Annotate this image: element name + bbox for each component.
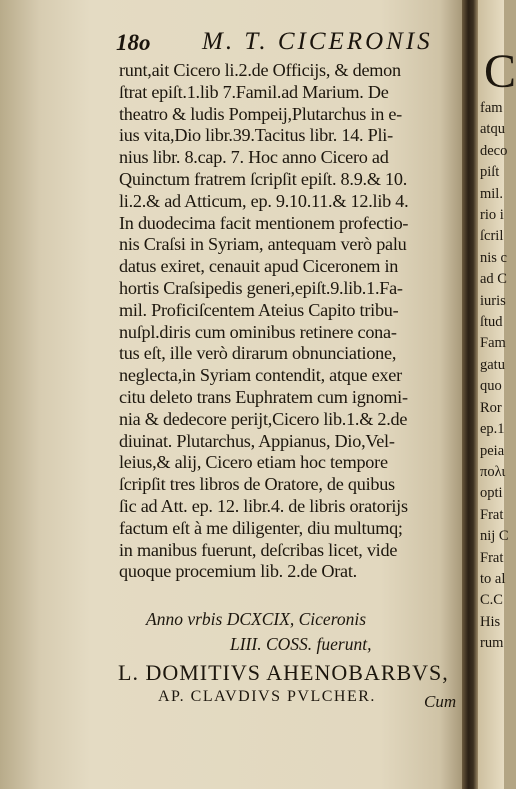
facing-initial: C [484, 45, 516, 98]
facing-text-line: C.C [480, 592, 503, 609]
facing-text-line: rio i [480, 207, 504, 224]
catchword: Cum [424, 692, 457, 711]
text-line: factum eſt à me diligenter, diu multumq; [119, 517, 403, 538]
facing-text-line: πολι [480, 463, 506, 480]
text-line: runt,ait Cicero li.2.de Officijs, & demon [119, 60, 401, 80]
text-line: li.2.& ad Atticum, ep. 9.10.11.& 12.lib 4. [119, 190, 409, 211]
facing-text-line: iuris [480, 292, 506, 309]
text-line: neglecta,in Syriam contendit, atque exer [119, 365, 402, 386]
text-line: Quinctum fratrem ſcripſit epiſt. 8.9.& 10. [119, 168, 408, 189]
text-line: ſic ad Att. ep. 12. libr.4. de libris oratorijs [119, 495, 408, 516]
facing-text-line: Ror [480, 399, 502, 416]
facing-text-line: ſtud [480, 314, 503, 331]
text-line: nia & dedecore perijt,Cicero lib.1.& 2.de [119, 408, 408, 429]
facing-text-line: atqu [480, 121, 505, 138]
facing-text-line: rum [480, 635, 504, 652]
running-head: M. T. CICERONIS [202, 28, 433, 55]
text-line: citu deleto trans Euphratem cum ignomi- [119, 386, 408, 407]
coss-heading: LIII. COSS. fuerunt, [230, 634, 372, 654]
facing-text-line: piſt [480, 164, 500, 181]
book-gutter [462, 0, 478, 789]
facing-text-line: Frat [480, 506, 504, 523]
text-line: ſtrat epiſt.1.lib 7.Famil.ad Marium. De [119, 81, 389, 102]
facing-text-line: to al [480, 570, 506, 587]
facing-text-line: mil. [480, 185, 503, 202]
consul-name: AP. CLAVDIVS PVLCHER. [158, 688, 376, 705]
facing-text [480, 98, 509, 655]
facing-text-line: fam [480, 100, 503, 116]
facing-page-edge [478, 0, 516, 789]
consul-name: L. DOMITIVS AHENOBARBVS, [118, 660, 449, 685]
text-line: nuſpl.diris cum ominibus retinere cona- [119, 321, 397, 342]
facing-text-line: deco [480, 142, 508, 159]
facing-text-line: opti [480, 485, 503, 502]
body-text [119, 60, 464, 583]
page-header [116, 28, 466, 58]
text-line: quoque procemium lib. 2.de Orat. [119, 561, 357, 582]
page-number: 18o [116, 30, 151, 55]
text-line: diuinat. Plutarchus, Appianus, Dio,Vel- [119, 430, 395, 451]
text-line: tus eſt, ille verò dirarum obnunciatione, [119, 343, 397, 364]
text-line: theatro & ludis Pompeij,Plutarchus in e- [119, 103, 402, 124]
facing-text-line: nij C [480, 528, 509, 545]
text-line: nius libr. 8.cap. 7. Hoc anno Cicero ad [119, 147, 389, 168]
facing-text-line: ſcril [480, 228, 504, 245]
year-heading: Anno vrbis DCXCIX, Ciceronis [146, 609, 367, 629]
text-line: ius vita,Dio libr.39.Tacitus libr. 14. Pli- [119, 125, 393, 146]
text-line: datus exiret, cenauit apud Ciceronem in [119, 256, 399, 277]
facing-text-line: His [480, 613, 501, 630]
facing-text-line: quo [480, 378, 502, 395]
text-line: ſcripſit tres libros de Oratore, de quibus [119, 474, 395, 495]
text-line: in manibus fuerunt, deſcribas licet, vide [119, 539, 398, 560]
facing-text-line: ad C [480, 271, 507, 288]
facing-text-line: ep.1 [480, 421, 505, 438]
facing-text-line: Frat [480, 549, 504, 566]
text-line: hortis Craſsipedis generi,epiſt.9.lib.1.Fa- [119, 277, 403, 298]
text-line: leius,& alij, Cicero etiam hoc tempore [119, 452, 388, 473]
facing-text-line: Fam [480, 335, 506, 352]
facing-text-line: nis c [480, 249, 507, 266]
text-line: In duodecima facit mentionem profectio- [119, 212, 409, 233]
text-line: mil. Proficiſcentem Ateius Capito tribu- [119, 299, 399, 320]
facing-text-line: gatu [480, 356, 505, 373]
facing-text-line: peia [480, 442, 505, 459]
text-line: nis Craſsi in Syriam, antequam verò palu [119, 234, 407, 255]
